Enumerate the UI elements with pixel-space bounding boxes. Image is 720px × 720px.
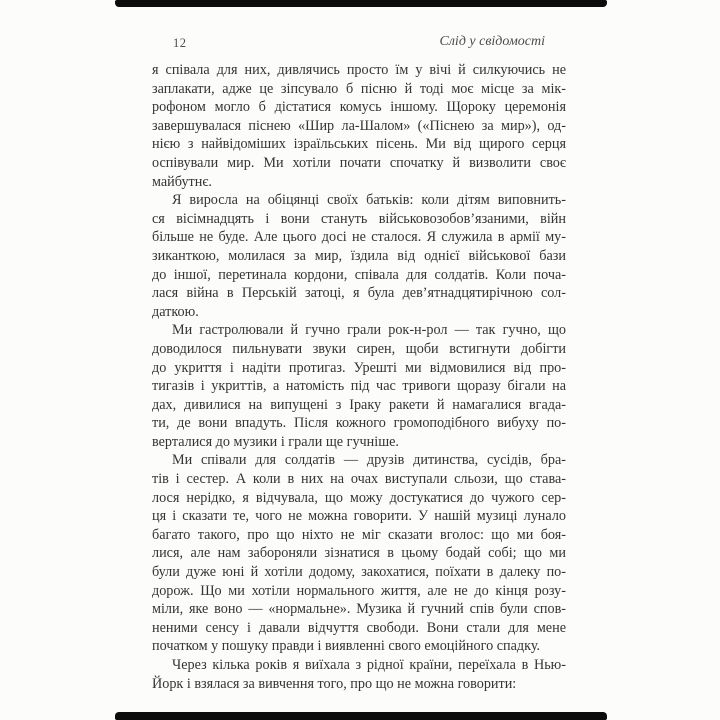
text-line: майбутнє. — [152, 173, 212, 190]
text-line: Йорк і взялася за вивчення того, про що не можна говорити: — [152, 675, 517, 692]
running-header — [152, 34, 566, 52]
text-line: Ми співали для солдатів — друзів дитинства, сусідів, бра- — [172, 452, 566, 469]
text-line: тів і сестер. А коли в них на очах виступали сльози, що става- — [152, 471, 566, 488]
text-line: заплакати, адже це зіпсувало б пісню й тоді моє місце за мік- — [152, 80, 566, 97]
text-line: верталися до музики і грали ще гучніше. — [152, 433, 399, 450]
text-line: були дуже юні й хотіли додому, закохатися, поїхати в далеку по- — [152, 564, 566, 581]
text-line: до іншої, перетинала кордони, співала для солдатів. Коли поча- — [152, 266, 566, 283]
page-text — [152, 61, 566, 693]
text-line: оспівували мир. Ми хотіли почати спочатку й визволити своє — [152, 154, 566, 171]
text-line: я співала для них, дивлячись просто їм у вічі й силкуючись не — [152, 62, 566, 78]
text-line: дорож. Що ми хотіли нормального життя, але не до кінця розу- — [152, 582, 566, 599]
text-line: завершувалася піснею «Шир ла-Шалом» («Піснею за мир»), од- — [152, 117, 566, 134]
text-line: міли, яке воно — «нормальне». Музика й гучний спів були спов- — [152, 601, 566, 618]
text-line: більше не буде. Але цього досі не сталося. Я служила в армії му- — [152, 229, 566, 246]
text-line: рофоном могло б дістатися комусь іншому. Щороку церемонія — [152, 99, 566, 116]
running-head-title: Слід у свідомості — [439, 34, 545, 49]
text-line: лася війна в Перській затоці, я була дев’ятнадцятирічною сол- — [152, 285, 566, 302]
text-line: лися, але нам забороняли зізнатися в цьому бодай собі; що ми — [152, 545, 566, 562]
text-line: зиканткою, молилася за мир, їздила від однієї військової бази — [152, 247, 566, 264]
text-line: початком у пошуку правди і виявленні свого емоційного спадку. — [152, 638, 541, 655]
text-line: багато такого, про що ніхто не міг сказати вголос: що ми боя- — [152, 526, 566, 543]
text-line: Я виросла на обіцянці своїх батьків: коли дітям виповнить- — [172, 192, 566, 209]
scan-edge-bottom — [115, 712, 607, 720]
text-line: лося нерідко, я відчувала, що можу достукатися до чужого сер- — [152, 489, 566, 506]
text-line: Ми гастролювали й гучно грали рок-н-рол — так гучно, що — [172, 322, 566, 339]
text-line: ся вісімнадцять і вони стануть військовозобов’язаними, війн — [152, 210, 566, 227]
text-line: неними сенсу і давали відчуття свободи. Вони стали для мене — [152, 619, 566, 636]
scan-edge-top — [115, 0, 607, 7]
page-number: 12 — [173, 36, 187, 50]
text-line: даткою. — [152, 303, 199, 320]
text-line: тигазів і укриттів, а натомість під час тривоги щоразу бігали на — [152, 378, 566, 395]
text-line: ця і сказати те, чого не можна говорити. У нашій музиці лунало — [152, 508, 566, 525]
text-line: до укриття і надіти протигаз. Урешті ми відмовилися від про- — [152, 359, 566, 376]
text-line: ти, де вони впадуть. Після кожного громоподібного вибуху по- — [152, 415, 566, 432]
text-line: дах, дивилися на випущені з Іраку ракети й намагалися вгада- — [152, 396, 566, 413]
text-line: Через кілька років я виїхала з рідної країни, переїхала в Нью- — [172, 657, 566, 673]
text-line: нією з найвідоміших ізраїльських пісень. Ми від щирого серця — [152, 136, 566, 153]
text-line: доводилося пильнувати звуки сирен, щоби встигнути добігти — [152, 340, 566, 357]
